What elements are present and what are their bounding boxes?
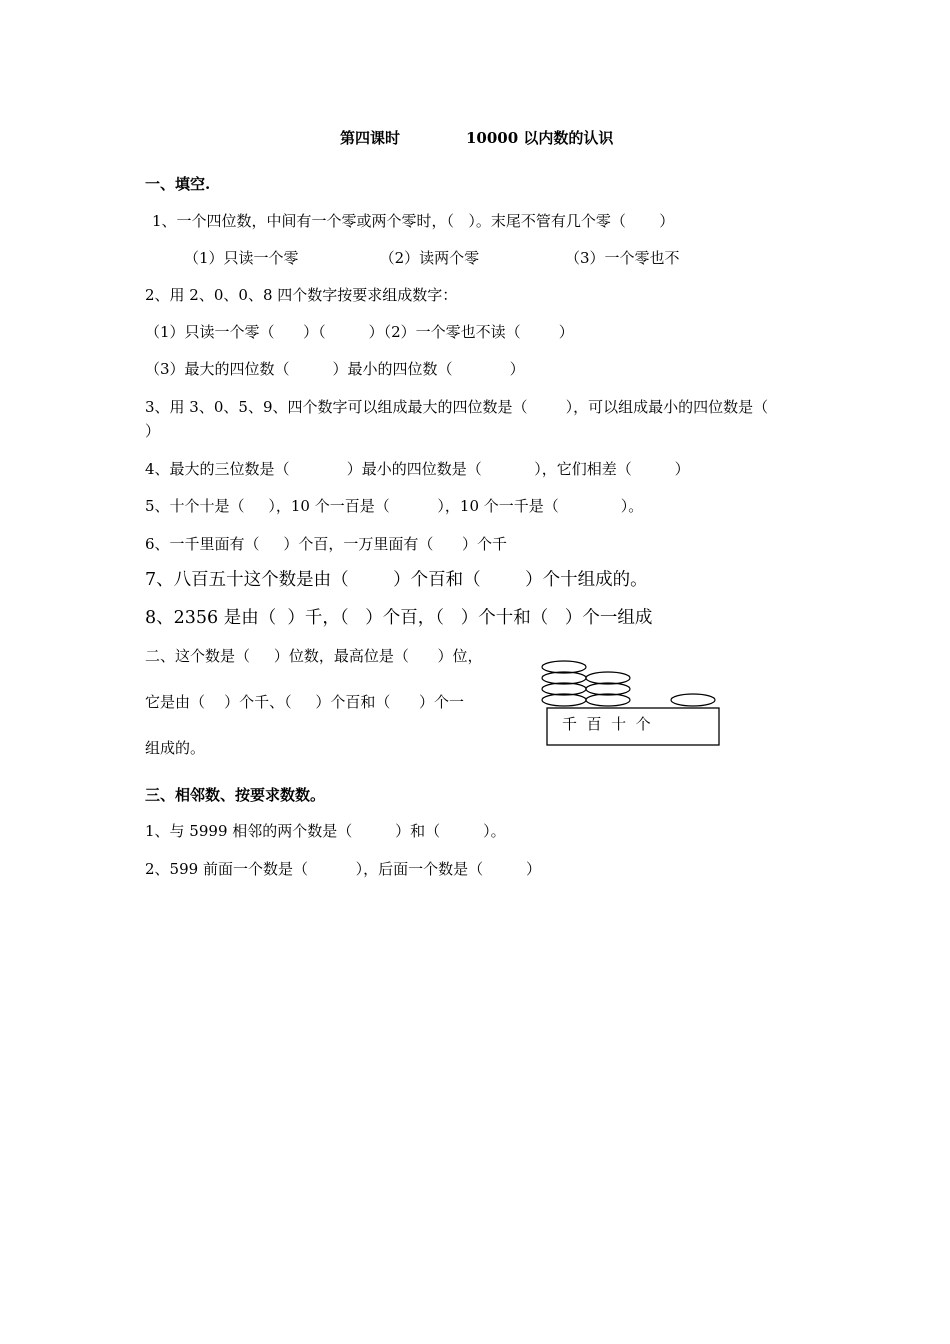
topic-title: 10000 以内数的认识 <box>466 129 614 147</box>
abacus-bead-hundreds <box>586 672 630 684</box>
question-4: 4、最大的三位数是（ ）最小的四位数是（ ），它们相差（ ） <box>145 460 690 478</box>
abacus-diagram <box>540 650 730 750</box>
question-3-line-1: 3、用 3、0、5、9、四个数字可以组成最大的四位数是（ ），可以组成最小的四位数是（ <box>145 398 769 416</box>
section-1-heading: 一、填空. <box>145 175 211 193</box>
question-1: 1、一个四位数，中间有一个零或两个零时，（ ）。末尾不管有几个零（ ） <box>152 212 675 230</box>
section-2-line-2: 它是由（ ）个千、（ ）个百和（ ）个一 <box>145 693 465 711</box>
question-5: 5、十个十是（ ），10 个一百是（ ），10 个一千是（ ）。 <box>145 497 644 515</box>
section-3-question-1: 1、与 5999 相邻的两个数是（ ）和（ ）。 <box>145 822 506 840</box>
question-1-options: （1）只读一个零 （2）读两个零 （3）一个零也不 <box>184 249 680 267</box>
abacus-bead-thousands <box>542 694 586 706</box>
lesson-title: 第四课时 <box>340 129 401 147</box>
abacus-bead-thousands <box>542 683 586 695</box>
abacus-bead-ones <box>671 694 715 706</box>
abacus-bead-thousands <box>542 672 586 684</box>
abacus-bead-hundreds <box>586 694 630 706</box>
question-3-line-2: ） <box>145 422 161 440</box>
section-3-question-2: 2、599 前面一个数是（ ），后面一个数是（ ） <box>145 860 542 878</box>
section-2-line-1: 二、这个数是（ ）位数，最高位是（ ）位， <box>145 647 483 665</box>
question-2: 2、用 2、0、0、8 四个数字按要求组成数字： <box>145 286 458 304</box>
section-2-line-3: 组成的。 <box>145 739 206 757</box>
question-2-part-a: （1）只读一个零（ ）（ ）（2）一个零也不读（ ） <box>145 323 574 341</box>
abacus-bead-thousands <box>542 661 586 673</box>
question-6: 6、一千里面有（ ）个百，一万里面有（ ）个千 <box>145 535 507 553</box>
abacus-place-labels: 千 百 十 个 <box>562 715 651 733</box>
question-7: 7、八百五十这个数是由（ ）个百和（ ）个十组成的。 <box>145 570 648 590</box>
section-3-heading: 三、相邻数、按要求数数。 <box>145 786 326 804</box>
question-8: 8、2356 是由（ ）千，（ ）个百，（ ）个十和（ ）个一组成 <box>145 608 653 628</box>
question-2-part-b: （3）最大的四位数（ ）最小的四位数（ ） <box>145 360 525 378</box>
abacus-bead-hundreds <box>586 683 630 695</box>
